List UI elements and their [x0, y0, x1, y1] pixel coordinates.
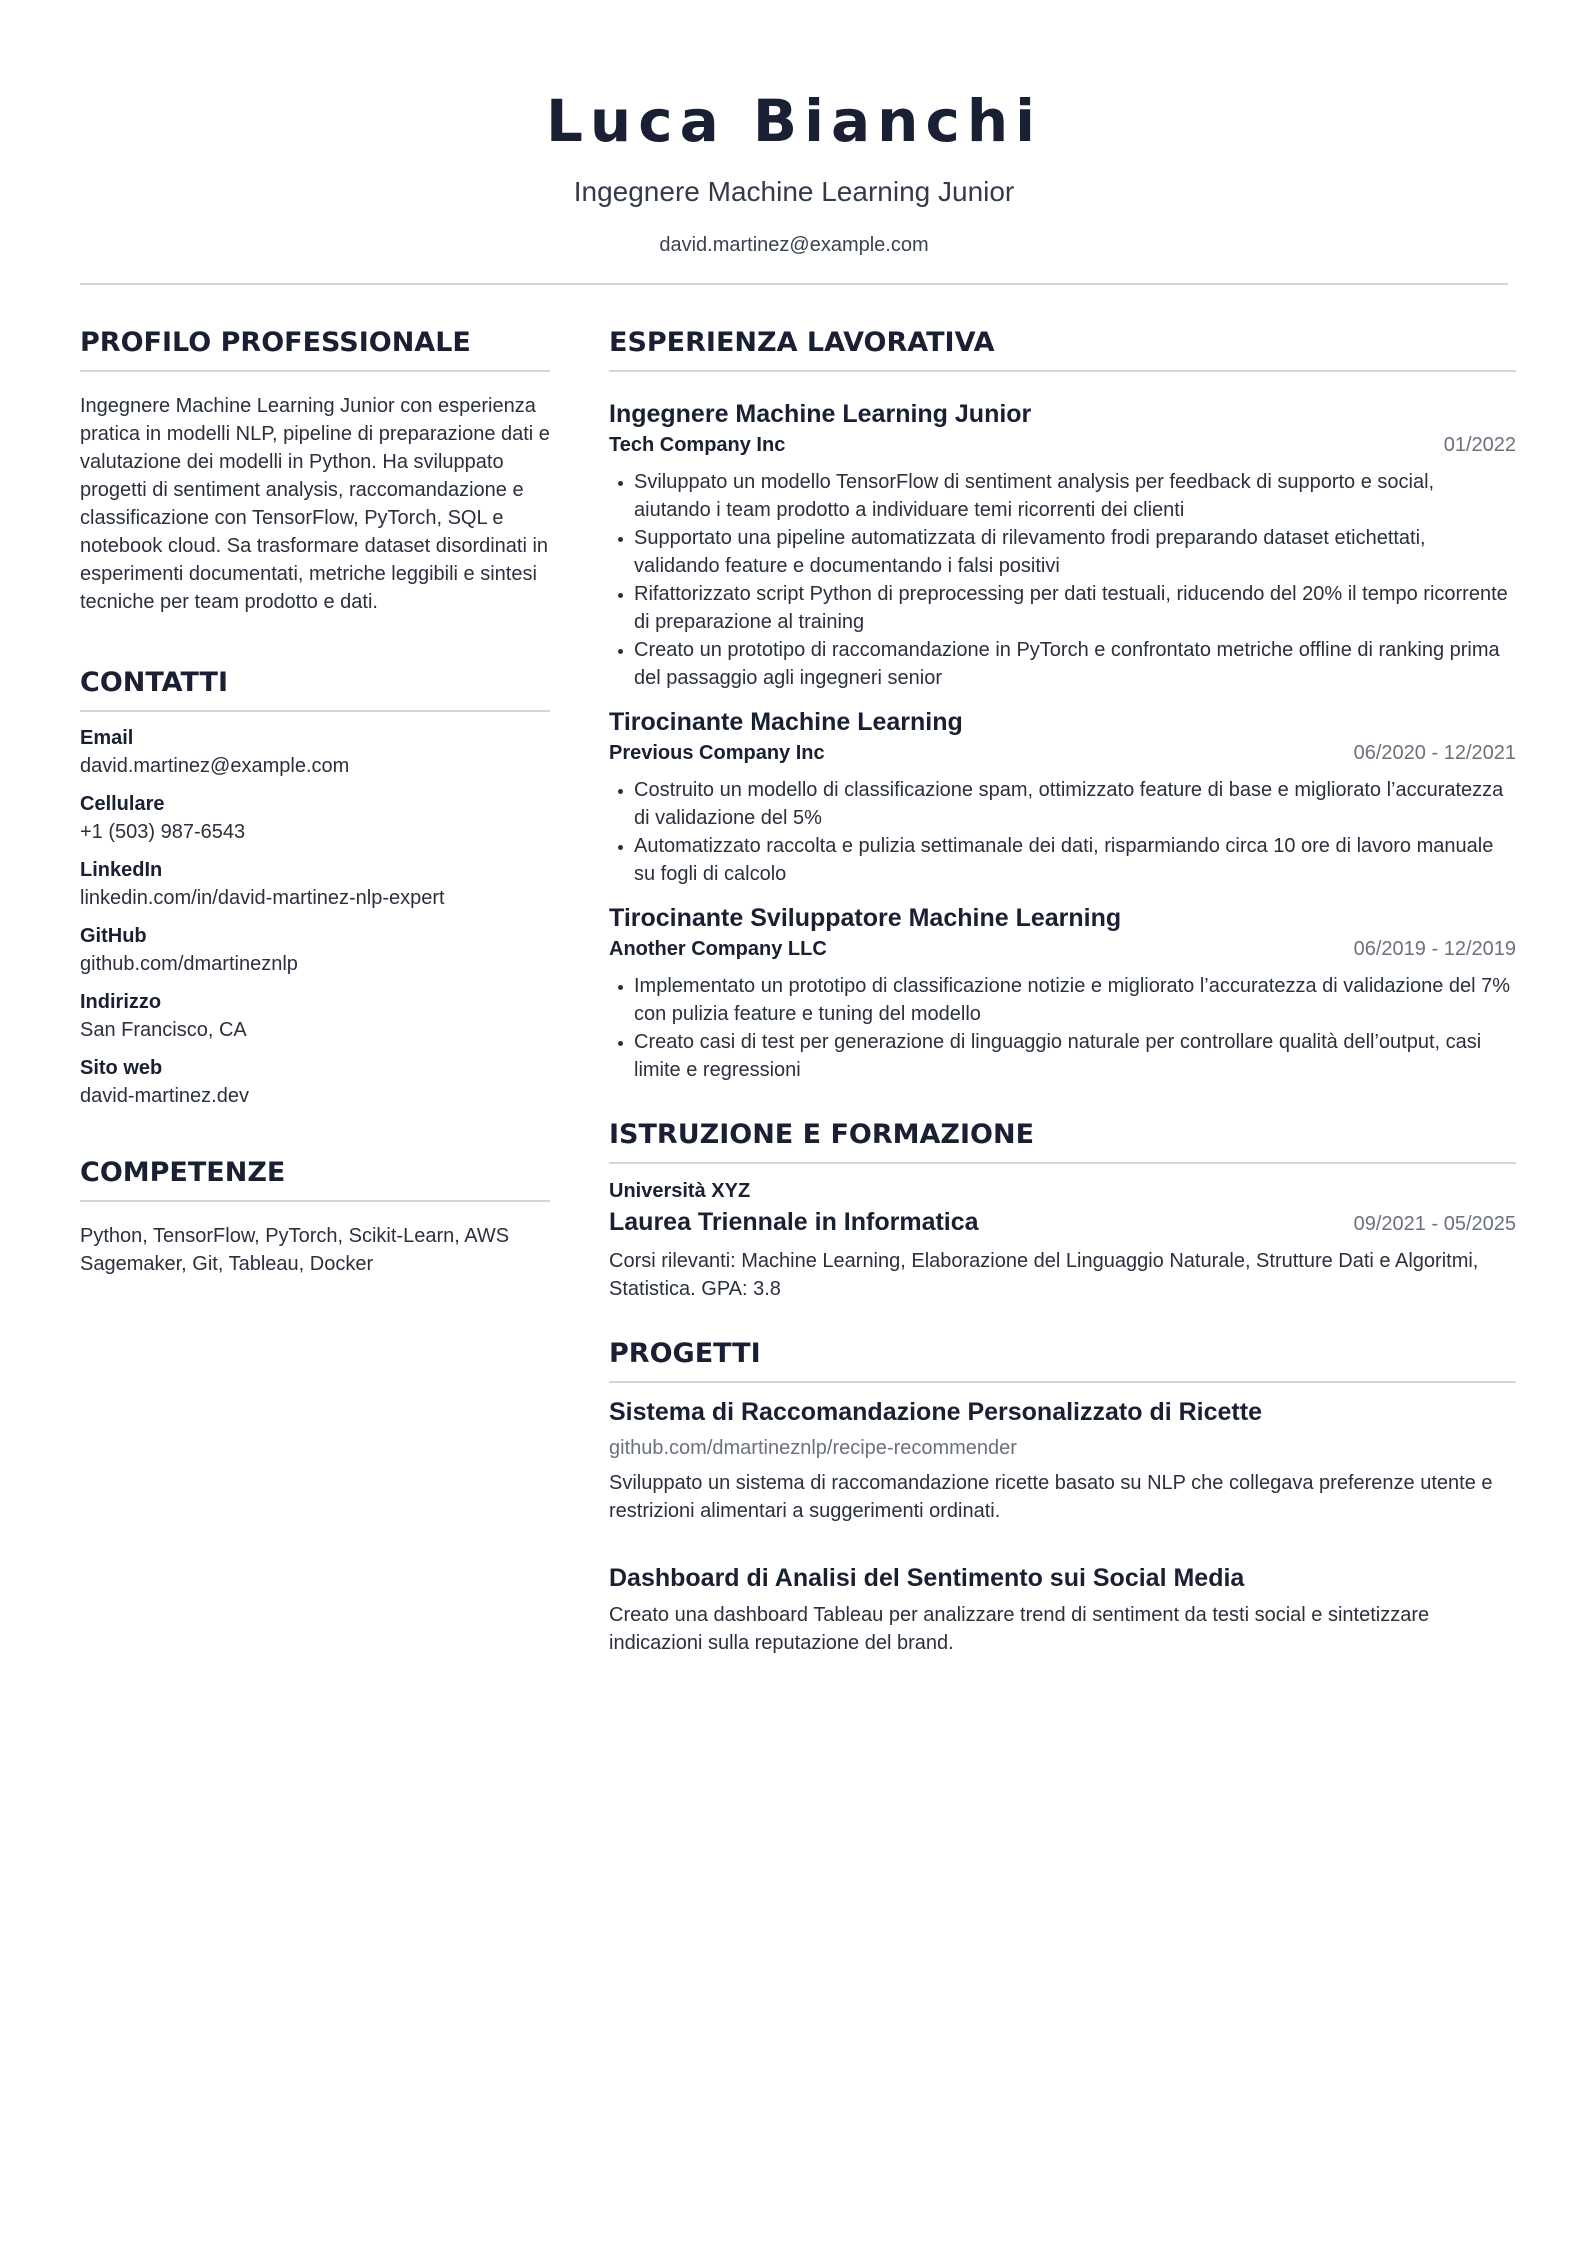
education-section	[609, 1112, 1516, 1303]
project-entry	[609, 1395, 1516, 1525]
project-description: Sviluppato un sistema di raccomandazione ricette basato su NLP che collegava preferenze utente e restrizioni alimentari a suggerimenti ordinati.	[609, 1472, 1493, 1522]
education-description: Corsi rilevanti: Machine Learning, Elaborazione del Linguaggio Naturale, Strutture Dati e Algoritmi, Statistica. GPA: 3.8	[609, 1250, 1479, 1300]
job-bullet: Supportato una pipeline automatizzata di rilevamento frodi preparando dataset etichettati, validando feature e documentando i falsi positivi	[634, 524, 1516, 580]
contact-linkedin	[80, 856, 550, 912]
profile-text: Ingegnere Machine Learning Junior con esperienza pratica in modelli NLP, pipeline di preparazione dati e valutazione dei modelli in Python. Ha sviluppato progetti di sentiment analysis, raccomandazione e classificazione con TensorFlow, PyTorch, SQL e notebook cloud. Sa trasformare dataset disordinati in esperimenti documentati, metriche leggibili e sintesi tecniche per team prodotto e dati.	[80, 395, 550, 613]
project-link[interactable]: github.com/dmartineznlp/recipe-recommender	[609, 1437, 1017, 1459]
project-entry	[609, 1561, 1516, 1657]
job-bullet: Automatizzato raccolta e pulizia settimanale dei dati, risparmiando circa 10 ore di lavoro manuale su fogli di calcolo	[634, 832, 1516, 888]
contact-email	[80, 724, 550, 780]
candidate-name: Luca Bianchi	[545, 87, 1043, 155]
job-bullet: Costruito un modello di classificazione spam, ottimizzato feature di base e migliorato l’accuratezza di validazione del 5%	[634, 776, 1516, 832]
education-date: 09/2021 - 05/2025	[1353, 1213, 1516, 1235]
contacts-heading: CONTATTI	[80, 660, 550, 712]
contact-value: github.com/dmartineznlp	[80, 953, 298, 975]
contact-label: Cellulare	[80, 793, 165, 815]
job-meta	[609, 430, 1516, 460]
job-entry	[609, 706, 1516, 888]
job-meta	[609, 934, 1516, 964]
contact-label: LinkedIn	[80, 859, 163, 881]
left-column	[80, 320, 550, 1278]
job-bullets	[609, 468, 1516, 692]
projects-heading: PROGETTI	[609, 1331, 1516, 1383]
job-entry	[609, 398, 1516, 692]
resume-header	[0, 0, 1588, 258]
skills-text: Python, TensorFlow, PyTorch, Scikit-Learn, AWS Sagemaker, Git, Tableau, Docker	[80, 1225, 510, 1275]
job-company: Tech Company Inc	[609, 434, 786, 456]
job-title: Tirocinante Sviluppatore Machine Learning	[609, 904, 1122, 932]
job-date: 01/2022	[1443, 434, 1516, 456]
skills-section	[80, 1150, 550, 1278]
education-meta	[609, 1206, 1516, 1239]
projects-section	[609, 1331, 1516, 1657]
contact-value: david-martinez.dev	[80, 1085, 249, 1107]
contact-label: Email	[80, 727, 134, 749]
contacts-section	[80, 660, 550, 1110]
experience-section	[609, 320, 1516, 1084]
project-title: Dashboard di Analisi del Sentimento sui Social Media	[609, 1564, 1245, 1592]
job-title: Ingegnere Machine Learning Junior	[609, 400, 1032, 428]
profile-section	[80, 320, 550, 616]
experience-heading: ESPERIENZA LAVORATIVA	[609, 320, 1516, 372]
job-bullet: Implementato un prototipo di classificazione notizie e migliorato l’accuratezza di validazione del 7% con pulizia feature e tuning del modello	[634, 972, 1516, 1028]
contact-value: david.martinez@example.com	[80, 755, 350, 777]
job-bullet: Rifattorizzato script Python di preprocessing per dati testuali, riducendo del 20% il tempo ricorrente di preparazione al training	[634, 580, 1516, 636]
header-divider	[80, 283, 1508, 285]
education-degree: Laurea Triennale in Informatica	[609, 1208, 979, 1236]
contact-label: Indirizzo	[80, 991, 162, 1013]
job-bullets	[609, 972, 1516, 1084]
right-column	[609, 320, 1516, 1657]
job-bullet: Sviluppato un modello TensorFlow di sentiment analysis per feedback di supporto e social, aiutando i team prodotto a individuare temi ricorrenti dei clienti	[634, 468, 1516, 524]
contact-phone	[80, 790, 550, 846]
job-date: 06/2019 - 12/2019	[1353, 938, 1516, 960]
contact-address	[80, 988, 550, 1044]
job-entry	[609, 902, 1516, 1084]
skills-heading: COMPETENZE	[80, 1150, 550, 1202]
job-meta	[609, 738, 1516, 768]
profile-heading: PROFILO PROFESSIONALE	[80, 320, 550, 372]
contact-github	[80, 922, 550, 978]
contact-value: +1 (503) 987-6543	[80, 821, 246, 843]
candidate-title: Ingegnere Machine Learning Junior	[573, 176, 1015, 207]
project-description: Creato una dashboard Tableau per analizzare trend di sentiment da testi social e sintetizzare indicazioni sulla reputazione del brand.	[609, 1604, 1430, 1654]
job-company: Another Company LLC	[609, 938, 827, 960]
job-bullet: Creato un prototipo di raccomandazione in PyTorch e confrontato metriche offline di ranking prima del passaggio agli ingegneri senior	[634, 636, 1516, 692]
education-heading: ISTRUZIONE E FORMAZIONE	[609, 1112, 1516, 1164]
contact-label: GitHub	[80, 925, 147, 947]
job-bullets	[609, 776, 1516, 888]
job-date: 06/2020 - 12/2021	[1353, 742, 1516, 764]
contact-label: Sito web	[80, 1057, 163, 1079]
contact-list	[80, 724, 550, 1110]
job-bullet: Creato casi di test per generazione di linguaggio naturale per controllare qualità dell’output, casi limite e regressioni	[634, 1028, 1516, 1084]
header-email: david.martinez@example.com	[659, 234, 929, 256]
education-school: Università XYZ	[609, 1180, 751, 1202]
job-title: Tirocinante Machine Learning	[609, 708, 963, 736]
contact-value: San Francisco, CA	[80, 1019, 247, 1041]
contact-website	[80, 1054, 550, 1110]
contact-value: linkedin.com/in/david-martinez-nlp-expert	[80, 887, 445, 909]
project-title: Sistema di Raccomandazione Personalizzato di Ricette	[609, 1398, 1262, 1426]
job-company: Previous Company Inc	[609, 742, 825, 764]
